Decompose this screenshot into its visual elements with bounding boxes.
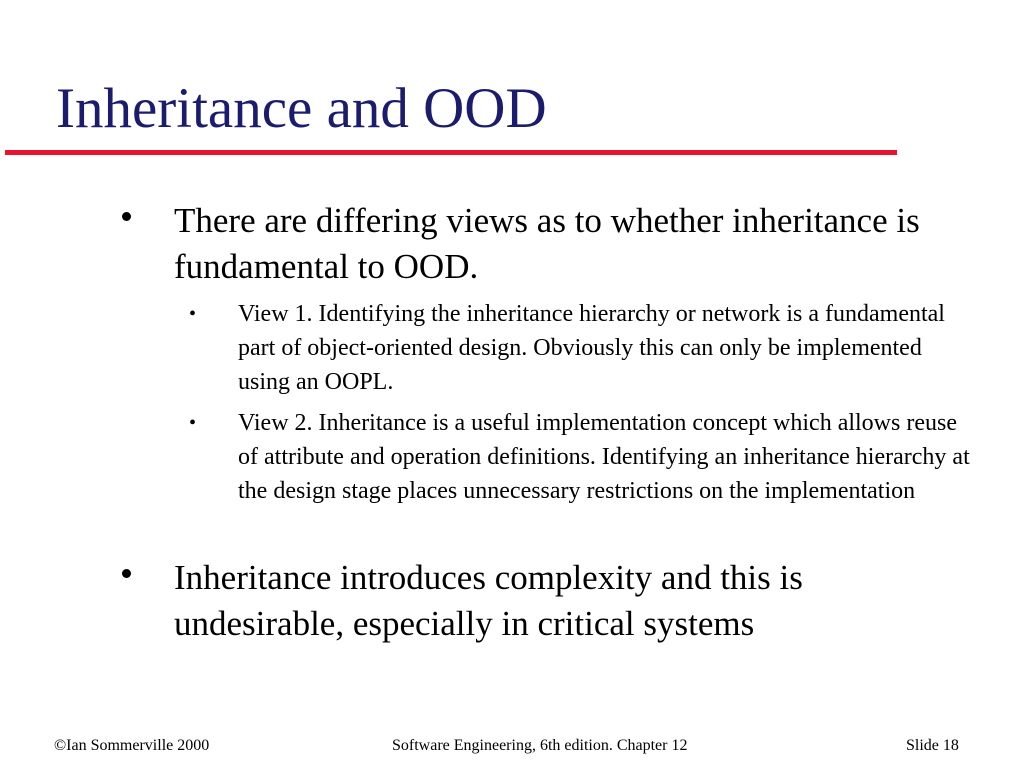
sub-bullet-icon: •: [189, 412, 197, 434]
slide-title: Inheritance and OOD: [56, 77, 547, 140]
sub-bullet-text: View 1. Identifying the inheritance hierarchy or network is a fundamental part of object-oriented design. Obviously this can only be implemented using an OOPL.: [238, 301, 945, 395]
footer-slide-number: Slide 18: [906, 737, 959, 754]
bullet-text: There are differing views as to whether inheritance is fundamental to OOD.: [174, 201, 920, 286]
sub-bullet-icon: •: [189, 303, 197, 325]
bullet-dot-icon: [122, 569, 131, 578]
footer-copyright: ©Ian Sommerville 2000: [54, 737, 210, 754]
sub-bullet-item: [189, 297, 978, 399]
bullet-text: Inheritance introduces complexity and this is undesirable, especially in critical systems: [174, 558, 803, 643]
sub-bullet-text: View 2. Inheritance is a useful implementation concept which allows reuse of attribute and operation definitions. Identifying an inheritance hierarchy at the design stage places unnecessary restrictions on the implementation: [238, 410, 970, 504]
footer-book-title: Software Engineering, 6th edition. Chapter 12: [392, 737, 688, 754]
sub-bullet-item: [189, 406, 978, 508]
bullet-item: [174, 198, 934, 290]
bullet-dot-icon: [122, 212, 131, 221]
bullet-item: [174, 555, 934, 647]
